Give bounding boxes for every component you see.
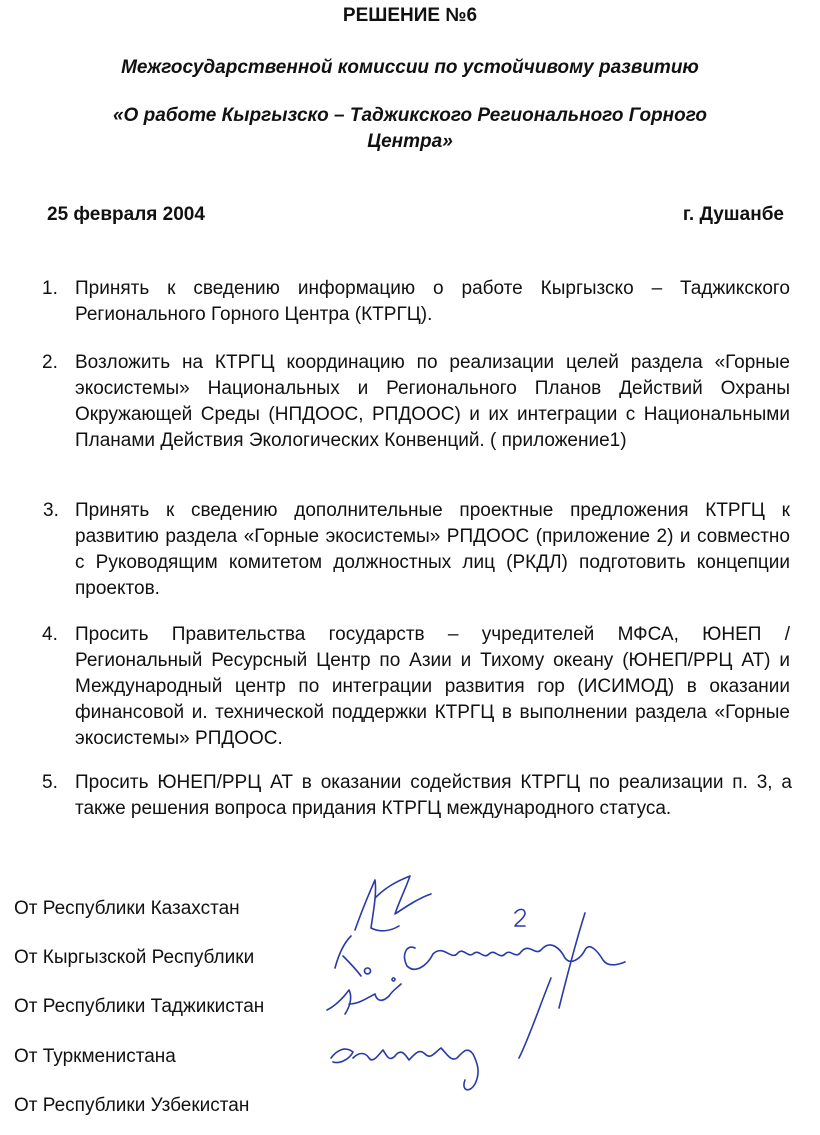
document-city: г. Душанбе	[682, 204, 784, 225]
signatory-kazakhstan: От Республики Казахстан	[14, 898, 240, 919]
signature-2	[335, 909, 625, 1058]
item-text: Просить ЮНЕП/РРЦ АТ в оказании содействия КТРГЦ по реализации п. 3, а также решения вопроса придания КТРГЦ международного статуса.	[75, 772, 792, 819]
item-number: 2.	[42, 352, 58, 373]
item-number: 1.	[42, 278, 58, 299]
signatory-turkmenistan: От Туркменистана	[14, 1046, 176, 1067]
decision-item-4	[42, 622, 790, 752]
item-text: Просить Правительства государств – учредителей МФСА, ЮНЕП /Региональный Ресурсный Центр по Азии и Тихому океану (ЮНЕП/РРЦ АТ) и Международный центр по интеграции развития гор (ИСИМОД) в оказании финансовой и. технической поддержки КТРГЦ в выполнении раздела «Горные экосистемы» РПДООС.	[75, 624, 790, 749]
item-number: 4.	[42, 624, 58, 645]
item-text: Возложить на КТРГЦ координацию по реализации целей раздела «Горные экосистемы» Национальных и Регионального Планов Действий Охраны Окружающей Среды (НПДООС, РПДООС) и их интеграции с Национальными Планами Действия Экологических Конвенций. ( приложение1)	[75, 352, 790, 451]
decision-item-3	[43, 498, 790, 602]
document-topic	[60, 103, 760, 155]
signatory-tajikistan: От Республики Таджикистан	[14, 996, 265, 1017]
topic-line-2: Центра»	[367, 131, 453, 152]
signature-1	[355, 876, 431, 931]
item-text: Принять к сведению дополнительные проектные предложения КТРГЦ к развитию раздела «Горные экосистемы» РПДООС (приложение 2) и совместно с Руководящим комитетом должностных лиц (РКДЛ) подготовить концепции проектов.	[75, 500, 790, 599]
handwritten-signatures	[315, 858, 655, 1098]
topic-line-1: «О работе Кыргызско – Таджикского Регионального Горного	[112, 105, 708, 126]
decision-item-5	[42, 770, 792, 822]
document-subtitle: Межгосударственной комиссии по устойчивому развитию	[121, 57, 699, 78]
document-title: РЕШЕНИЕ №6	[342, 5, 478, 26]
decision-item-1	[42, 276, 790, 328]
item-text: Принять к сведению информацию о работе Кыргызско – Таджикского Регионального Горного Центра (КТРГЦ).	[75, 278, 790, 325]
decision-item-2	[42, 350, 790, 454]
signature-3	[327, 978, 401, 1014]
signatory-kyrgyzstan: От Кыргызской Республики	[14, 947, 255, 968]
item-number: 5.	[42, 772, 58, 793]
item-number: 3.	[43, 500, 59, 521]
signature-4	[331, 1048, 478, 1090]
document-date: 25 февраля 2004	[47, 204, 205, 225]
signatory-uzbekistan: От Республики Узбекистан	[14, 1095, 250, 1116]
